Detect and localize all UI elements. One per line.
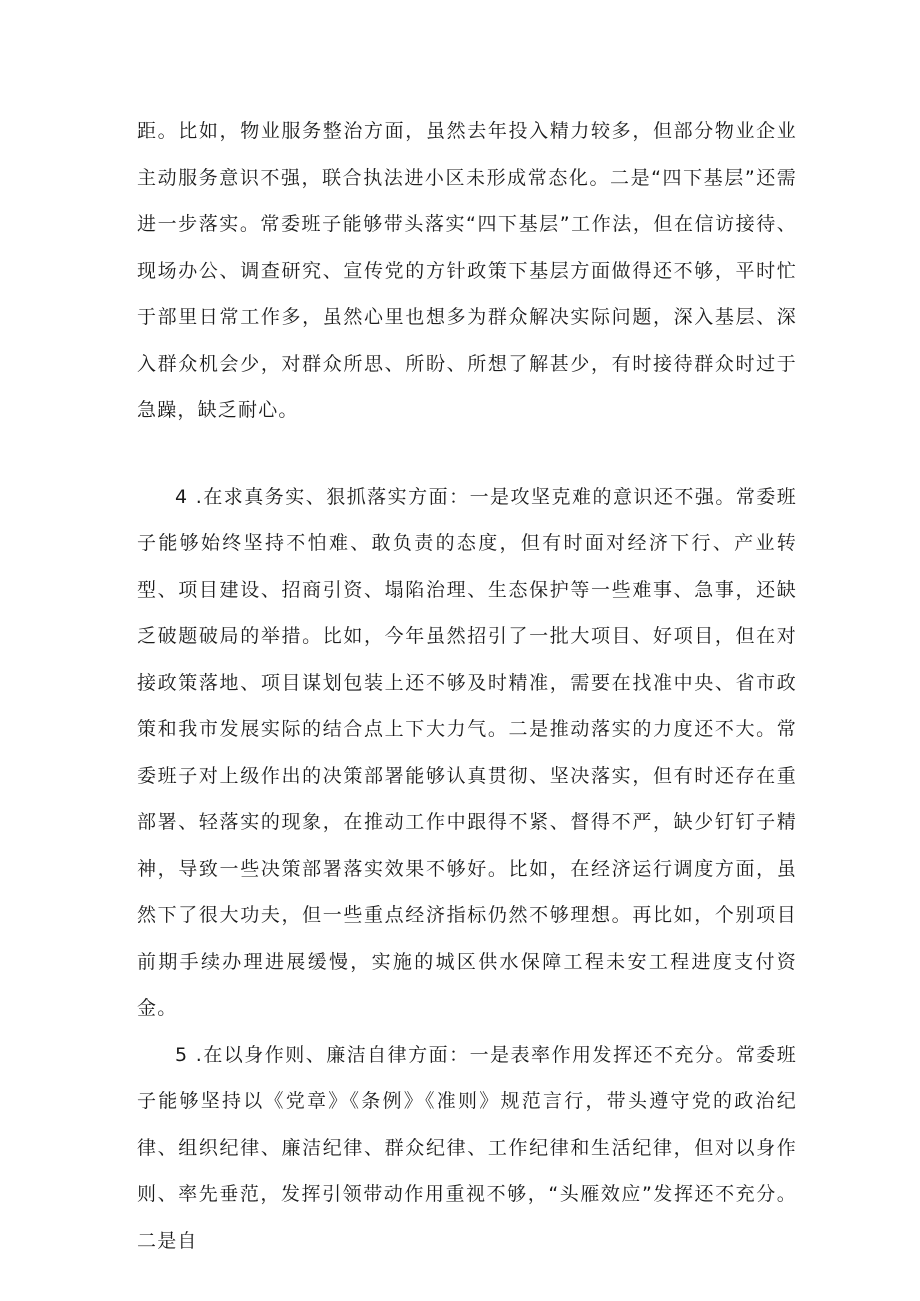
document-body xyxy=(137,108,797,1264)
paragraph-section-5: 5 .在以身作则、廉洁自律方面：一是表率作用发挥还不充分。常委班子能够坚持以《党章》《条例》《准则》规范言行，带头遵守党的政治纪律、组织纪律、廉洁纪律、群众纪律、工作纪律和生活纪律，但对以身作则、率先垂范，发挥引领带动作用重视不够，“头雁效应”发挥还不充分。二是自 xyxy=(137,1043,797,1252)
paragraph-continuation: 距。比如，物业服务整治方面，虽然去年投入精力较多，但部分物业企业主动服务意识不强，联合执法进小区未形成常态化。二是“四下基层”还需进一步落实。常委班子能够带头落实“四下基层”工作法，但在信访接待、现场办公、调查研究、宣传党的方针政策下基层方面做得还不够，平时忙于部里日常工作多，虽然心里也想多为群众解决实际问题，深入基层、深入群众机会少，对群众所思、所盼、所想了解甚少，有时接待群众时过于急躁，缺乏耐心。 xyxy=(137,120,797,421)
paragraph-section-4: 4 .在求真务实、狠抓落实方面：一是攻坚克难的意识还不强。常委班子能够始终坚持不怕难、敢负责的态度，但有时面对经济下行、产业转型、项目建设、招商引资、塌陷治理、生态保护等一些难事、急事，还缺乏破题破局的举措。比如，今年虽然招引了一批大项目、好项目，但在对接政策落地、项目谋划包装上还不够及时精准，需要在找准中央、省市政策和我市发展实际的结合点上下大力气。二是推动落实的力度还不大。常委班子对上级作出的决策部署能够认真贯彻、坚决落实，但有时还存在重部署、轻落实的现象，在推动工作中跟得不紧、督得不严，缺少钉钉子精神，导致一些决策部署落实效果不够好。比如，在经济运行调度方面，虽然下了很大功夫，但一些重点经济指标仍然不够理想。再比如，个别项目前期手续办理进展缓慢，实施的城区供水保障工程未安工程进度支付资金。 xyxy=(137,485,797,1019)
